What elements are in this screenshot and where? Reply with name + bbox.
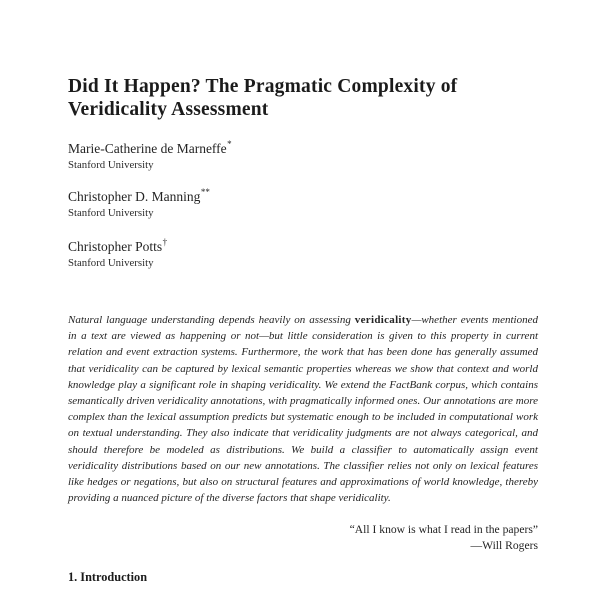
- author-name: [68, 186, 468, 205]
- author-name-text: Marie-Catherine de Marneffe: [68, 141, 227, 156]
- abstract-text-start: Natural language understanding depends heavily on assessing: [68, 314, 355, 326]
- abstract: [68, 312, 538, 506]
- author-footnote-mark: †: [162, 236, 168, 247]
- author-name: [68, 138, 468, 157]
- paper-title: [68, 75, 554, 121]
- author-block: [68, 138, 468, 172]
- author-name-text: Christopher Potts: [68, 239, 163, 254]
- epigraph-quote: “All I know is what I read in the papers”: [349, 523, 538, 536]
- title-line-2: Veridicality Assessment: [68, 99, 269, 121]
- author-block: [68, 186, 468, 220]
- title-line-1: Did It Happen? The Pragmatic Complexity of: [68, 76, 458, 98]
- author-affiliation: Stanford University: [68, 257, 154, 269]
- section-heading-introduction: 1. Introduction: [68, 570, 148, 584]
- abstract-text-rest: —whether events mentioned in a text are viewed as happening or not—but little consideration is given to this property in current relation and event extraction systems. Furthermore, the work that has been done has generally assumed that veridicality can be captured by lexical semantic properties whereas we show that context and world knowledge play a significant role in shaping veridicality. We extend the FactBank corpus, which contains semantically driven veridicality annotations, with pragmatically informed ones. Our annotations are more complex than the lexical assumption predicts but systematic enough to be included in computational work on textual understanding. They also indicate that veridicality judgments are not always categorical, and should therefore be modeled as distributions. We build a classifier to automatically assign event veridicality distributions based on our new annotations. The classifier relies not only on lexical features like hedges or negations, but also on structural features and approximations of world knowledge, thereby providing a nuanced picture of the diverse factors that shape veridicality.: [68, 314, 538, 505]
- author-name-text: Christopher D. Manning: [68, 189, 201, 204]
- author-affiliation: Stanford University: [68, 207, 154, 219]
- author-affiliation: Stanford University: [68, 159, 154, 171]
- author-block: [68, 236, 468, 270]
- abstract-keyword: veridicality: [354, 314, 412, 326]
- epigraph: [68, 522, 538, 554]
- epigraph-attribution: —Will Rogers: [470, 539, 538, 552]
- author-name: [68, 236, 468, 255]
- author-footnote-mark: *: [227, 138, 232, 149]
- author-footnote-mark: **: [200, 186, 210, 197]
